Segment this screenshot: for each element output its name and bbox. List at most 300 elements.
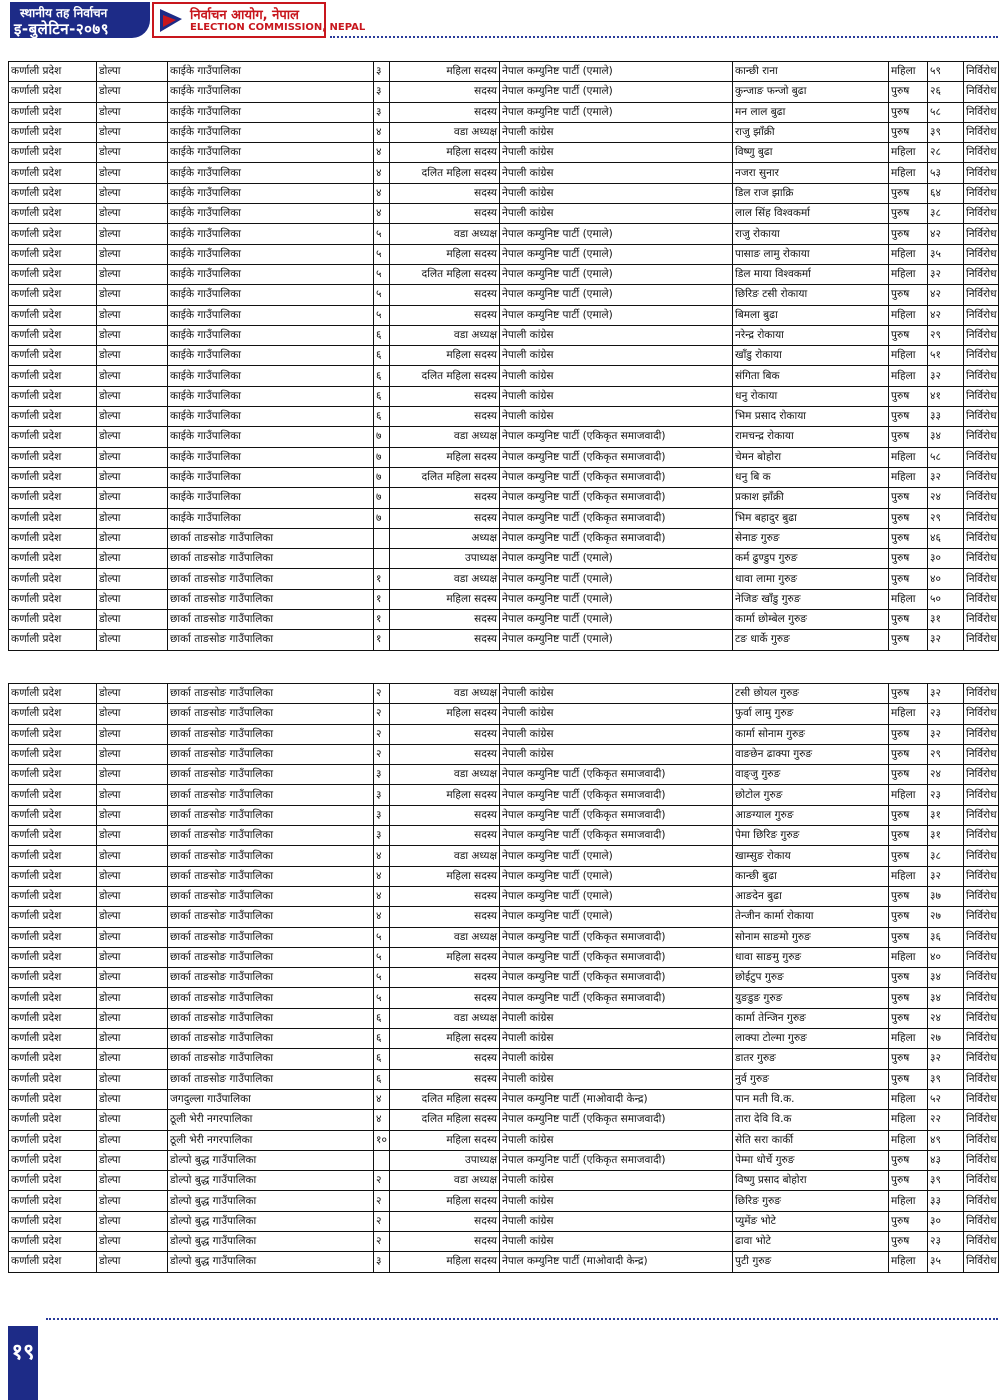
post-cell: सदस्य [390,1232,500,1252]
ward-cell: ३ [374,1252,390,1272]
province-cell: कर्णाली प्रदेश [9,1029,97,1049]
gender-cell: महिला [889,1110,928,1130]
district-cell: डोल्पा [97,785,168,805]
post-cell: उपाध्यक्ष [390,549,500,569]
local-level-cell: छार्का ताङसोङ गाउँपालिका [168,1029,374,1049]
province-cell: कर्णाली प्रदेश [9,82,97,102]
province-cell: कर्णाली प्रदेश [9,589,97,609]
party-cell: नेपाल कम्युनिष्ट पार्टी (एकिकृत समाजवादी) [500,927,733,947]
table-row [9,62,999,82]
province-cell: कर्णाली प्रदेश [9,927,97,947]
ward-cell: ३ [374,62,390,82]
local-level-cell: काईके गाउँपालिका [168,244,374,264]
table-row [9,630,999,650]
age-cell: २३ [928,1232,964,1252]
post-cell: महिला सदस्य [390,785,500,805]
result-cell: निर्विरोध [964,724,999,744]
party-cell: नेपाली कांग्रेस [500,325,733,345]
local-level-cell: काईके गाउँपालिका [168,325,374,345]
local-level-cell: छार्का ताङसोङ गाउँपालिका [168,1069,374,1089]
candidate-name-cell: पासाङ लामु रोकाया [733,244,889,264]
district-cell: डोल्पा [97,467,168,487]
post-cell: सदस्य [390,407,500,427]
age-cell: ४९ [928,1130,964,1150]
age-cell: ३२ [928,866,964,886]
result-cell: निर्विरोध [964,610,999,630]
province-cell: कर्णाली प्रदेश [9,549,97,569]
age-cell: ३९ [928,1171,964,1191]
candidate-name-cell: ढावा भोटे [733,1232,889,1252]
table-row [9,488,999,508]
gender-cell: महिला [889,947,928,967]
result-cell: निर्विरोध [964,549,999,569]
age-cell: ४० [928,569,964,589]
party-cell: नेपाल कम्युनिष्ट पार्टी (एकिकृत समाजवादी) [500,1150,733,1170]
table-row [9,947,999,967]
age-cell: ३३ [928,407,964,427]
gender-cell: पुरुष [889,744,928,764]
ward-cell: ४ [374,866,390,886]
result-cell: निर्विरोध [964,765,999,785]
district-cell: डोल्पा [97,82,168,102]
candidate-name-cell: सेनाङ गुरुङ [733,528,889,548]
post-cell: वडा अध्यक्ष [390,927,500,947]
result-cell: निर्विरोध [964,846,999,866]
age-cell: ३५ [928,244,964,264]
post-cell: महिला सदस्य [390,143,500,163]
gender-cell: पुरुष [889,1211,928,1231]
candidate-name-cell: सोनाम साङमो गुरुङ [733,927,889,947]
table-row [9,143,999,163]
result-cell: निर्विरोध [964,82,999,102]
province-cell: कर्णाली प्रदेश [9,907,97,927]
age-cell: ३३ [928,1191,964,1211]
local-level-cell: काईके गाउँपालिका [168,82,374,102]
local-level-cell: छार्का ताङसोङ गाउँपालिका [168,528,374,548]
result-cell: निर्विरोध [964,988,999,1008]
result-cell: निर्विरोध [964,630,999,650]
post-cell: सदस्य [390,1069,500,1089]
age-cell: २९ [928,744,964,764]
ward-cell: ४ [374,1110,390,1130]
party-cell: नेपाल कम्युनिष्ट पार्टी (एमाले) [500,102,733,122]
district-cell: डोल्पा [97,569,168,589]
local-level-cell: छार्का ताङसोङ गाउँपालिका [168,589,374,609]
post-cell: सदस्य [390,183,500,203]
age-cell: ४३ [928,1150,964,1170]
party-cell: नेपाली कांग्रेस [500,163,733,183]
post-cell: महिला सदस्य [390,244,500,264]
local-level-cell: डोल्पो बुद्ध गाउँपालिका [168,1171,374,1191]
age-cell: २४ [928,1008,964,1028]
age-cell: ३९ [928,122,964,142]
local-level-cell: छार्का ताङसोङ गाउँपालिका [168,826,374,846]
district-cell: डोल्पा [97,907,168,927]
local-level-cell: छार्का ताङसोङ गाउँपालिका [168,549,374,569]
province-cell: कर्णाली प्रदेश [9,1110,97,1130]
ward-cell: १ [374,569,390,589]
gender-cell: पुरुष [889,183,928,203]
party-cell: नेपाल कम्युनिष्ट पार्टी (एमाले) [500,549,733,569]
local-level-cell: काईके गाउँपालिका [168,62,374,82]
candidate-name-cell: छिरिङ गुरुङ [733,1191,889,1211]
local-level-cell: काईके गाउँपालिका [168,264,374,284]
district-cell: डोल्पा [97,826,168,846]
post-cell: सदस्य [390,805,500,825]
ward-cell: ४ [374,886,390,906]
ward-cell: ५ [374,988,390,1008]
local-level-cell: छार्का ताङसोङ गाउँपालिका [168,610,374,630]
candidate-name-cell: खाम्सुङ रोकाय [733,846,889,866]
candidate-name-cell: पुटी गुरुङ [733,1252,889,1272]
ward-cell: ३ [374,82,390,102]
ward-cell: ५ [374,947,390,967]
candidate-name-cell: कुन्जाङ फन्जो बुढा [733,82,889,102]
province-cell: कर्णाली प्रदेश [9,886,97,906]
table-row [9,1191,999,1211]
province-cell: कर्णाली प्रदेश [9,1130,97,1150]
table-row [9,866,999,886]
district-cell: डोल्पा [97,264,168,284]
candidate-name-cell: राजु रोकाया [733,224,889,244]
age-cell: ३२ [928,684,964,704]
post-cell: महिला सदस्य [390,947,500,967]
ward-cell: ३ [374,785,390,805]
local-level-cell: छार्का ताङसोङ गाउँपालिका [168,988,374,1008]
bulletin-subtitle: स्थानीय तह निर्वाचन [20,6,108,20]
party-cell: नेपाली कांग्रेस [500,1069,733,1089]
province-cell: कर्णाली प्रदेश [9,744,97,764]
ward-cell: ४ [374,163,390,183]
district-cell: डोल्पा [97,927,168,947]
table-row [9,1252,999,1272]
bulletin-badge [10,2,150,38]
party-cell: नेपाल कम्युनिष्ट पार्टी (एकिकृत समाजवादी) [500,1110,733,1130]
ward-cell: ५ [374,244,390,264]
election-commission-logo-icon [157,7,185,34]
district-cell: डोल्पा [97,102,168,122]
party-cell: नेपाल कम्युनिष्ट पार्टी (एकिकृत समाजवादी) [500,947,733,967]
table-row [9,805,999,825]
ward-cell: ५ [374,224,390,244]
age-cell: ३४ [928,427,964,447]
result-cell: निर्विरोध [964,1029,999,1049]
ward-cell: ७ [374,467,390,487]
result-cell: निर्विरोध [964,968,999,988]
age-cell: ६४ [928,183,964,203]
result-cell: निर्विरोध [964,589,999,609]
post-cell: दलित महिला सदस्य [390,1089,500,1109]
province-cell: कर्णाली प्रदेश [9,947,97,967]
table-row [9,1150,999,1170]
ward-cell: १० [374,1130,390,1150]
province-cell: कर्णाली प्रदेश [9,805,97,825]
province-cell: कर्णाली प्रदेश [9,204,97,224]
party-cell: नेपाल कम्युनिष्ट पार्टी (माओवादी केन्द्र) [500,1252,733,1272]
table-row [9,1069,999,1089]
local-level-cell: छार्का ताङसोङ गाउँपालिका [168,846,374,866]
table-row [9,183,999,203]
district-cell: डोल्पा [97,305,168,325]
post-cell: सदस्य [390,907,500,927]
post-cell: वडा अध्यक्ष [390,1171,500,1191]
district-cell: डोल्पा [97,1171,168,1191]
ward-cell: १ [374,630,390,650]
ward-cell: ४ [374,143,390,163]
local-level-cell: डोल्पो बुद्ध गाउँपालिका [168,1232,374,1252]
local-level-cell: काईके गाउँपालिका [168,488,374,508]
age-cell: ३५ [928,1252,964,1272]
province-cell: कर्णाली प्रदेश [9,163,97,183]
post-cell: सदस्य [390,744,500,764]
post-cell: दलित महिला सदस्य [390,467,500,487]
gender-cell: पुरुष [889,325,928,345]
party-cell: नेपाली कांग्रेस [500,1171,733,1191]
table-row [9,1049,999,1069]
result-cell: निर्विरोध [964,285,999,305]
candidate-name-cell: आङदेन बुढा [733,886,889,906]
age-cell: २४ [928,765,964,785]
province-cell: कर्णाली प्रदेश [9,62,97,82]
local-level-cell: छार्का ताङसोङ गाउँपालिका [168,704,374,724]
post-cell: महिला सदस्य [390,62,500,82]
candidate-name-cell: कार्मा तेन्जिन गुरुङ [733,1008,889,1028]
gender-cell: महिला [889,1029,928,1049]
gender-cell: महिला [889,866,928,886]
party-cell: नेपाल कम्युनिष्ट पार्टी (एमाले) [500,846,733,866]
local-level-cell: छार्का ताङसोङ गाउँपालिका [168,765,374,785]
result-cell: निर्विरोध [964,183,999,203]
party-cell: नेपाली कांग्रेस [500,407,733,427]
age-cell: २२ [928,1110,964,1130]
party-cell: नेपाल कम्युनिष्ट पार्टी (एकिकृत समाजवादी) [500,447,733,467]
province-cell: कर्णाली प्रदेश [9,785,97,805]
ward-cell: ५ [374,264,390,284]
local-level-cell: काईके गाउँपालिका [168,122,374,142]
gender-cell: पुरुष [889,386,928,406]
party-cell: नेपाली कांग्रेस [500,143,733,163]
candidate-name-cell: धनु बि क [733,467,889,487]
district-cell: डोल्पा [97,1130,168,1150]
table-row [9,744,999,764]
candidate-name-cell: वाङछेन ढाक्पा गुरुङ [733,744,889,764]
ward-cell: ४ [374,1089,390,1109]
gender-cell: पुरुष [889,684,928,704]
age-cell: ३१ [928,805,964,825]
result-cell: निर्विरोध [964,805,999,825]
table-row [9,325,999,345]
party-cell: नेपाल कम्युनिष्ट पार्टी (माओवादी केन्द्र) [500,1089,733,1109]
age-cell: ३२ [928,366,964,386]
party-cell: नेपाली कांग्रेस [500,1029,733,1049]
candidate-name-cell: पान मती वि.क. [733,1089,889,1109]
district-cell: डोल्पा [97,1049,168,1069]
province-cell: कर्णाली प्रदेश [9,610,97,630]
result-cell: निर्विरोध [964,1008,999,1028]
district-cell: डोल्पा [97,1232,168,1252]
table-row [9,826,999,846]
ward-cell: ३ [374,805,390,825]
ward-cell: ६ [374,386,390,406]
age-cell: ५८ [928,102,964,122]
local-level-cell: काईके गाउँपालिका [168,183,374,203]
province-cell: कर्णाली प्रदेश [9,427,97,447]
ward-cell: ६ [374,1069,390,1089]
party-cell: नेपाली कांग्रेस [500,704,733,724]
table-row [9,407,999,427]
party-cell: नेपाल कम्युनिष्ट पार्टी (एमाले) [500,82,733,102]
local-level-cell: काईके गाउँपालिका [168,285,374,305]
party-cell: नेपाल कम्युनिष्ट पार्टी (एमाले) [500,886,733,906]
province-cell: कर्णाली प्रदेश [9,866,97,886]
party-cell: नेपाल कम्युनिष्ट पार्टी (एमाले) [500,569,733,589]
province-cell: कर्णाली प्रदेश [9,1008,97,1028]
local-level-cell: काईके गाउँपालिका [168,447,374,467]
province-cell: कर्णाली प्रदेश [9,102,97,122]
province-cell: कर्णाली प्रदेश [9,724,97,744]
post-cell: महिला सदस्य [390,1191,500,1211]
gender-cell: पुरुष [889,1150,928,1170]
age-cell: ४६ [928,528,964,548]
local-level-cell: काईके गाउँपालिका [168,467,374,487]
commission-name-english: ELECTION COMMISSION, NEPAL [190,22,366,33]
district-cell: डोल्पा [97,1110,168,1130]
result-cell: निर्विरोध [964,102,999,122]
local-level-cell: काईके गाउँपालिका [168,346,374,366]
party-cell: नेपाली कांग्रेस [500,366,733,386]
candidate-name-cell: डातर गुरुङ [733,1049,889,1069]
result-cell: निर्विरोध [964,1130,999,1150]
table-row [9,927,999,947]
table-row [9,285,999,305]
candidate-name-cell: लाल सिंह विश्वकर्मा [733,204,889,224]
gender-cell: पुरुष [889,508,928,528]
province-cell: कर्णाली प्रदेश [9,386,97,406]
party-cell: नेपाली कांग्रेस [500,1049,733,1069]
party-cell: नेपाल कम्युनिष्ट पार्टी (एकिकृत समाजवादी) [500,805,733,825]
post-cell: वडा अध्यक्ष [390,325,500,345]
district-cell: डोल्पा [97,765,168,785]
ward-cell: ४ [374,846,390,866]
gender-cell: पुरुष [889,1171,928,1191]
result-cell: निर्विरोध [964,886,999,906]
party-cell: नेपाल कम्युनिष्ट पार्टी (एकिकृत समाजवादी) [500,427,733,447]
candidate-name-cell: धावा साङमु गुरुङ [733,947,889,967]
age-cell: ५८ [928,447,964,467]
district-cell: डोल्पा [97,325,168,345]
local-level-cell: छार्का ताङसोङ गाउँपालिका [168,744,374,764]
post-cell: दलित महिला सदस्य [390,163,500,183]
province-cell: कर्णाली प्रदेश [9,264,97,284]
party-cell: नेपाल कम्युनिष्ट पार्टी (एमाले) [500,305,733,325]
district-cell: डोल्पा [97,704,168,724]
local-level-cell: छार्का ताङसोङ गाउँपालिका [168,1049,374,1069]
result-cell: निर्विरोध [964,1171,999,1191]
post-cell: सदस्य [390,82,500,102]
age-cell: ३० [928,549,964,569]
age-cell: ३२ [928,724,964,744]
party-cell: नेपाल कम्युनिष्ट पार्टी (एकिकृत समाजवादी) [500,968,733,988]
post-cell: वडा अध्यक्ष [390,765,500,785]
gender-cell: पुरुष [889,224,928,244]
gender-cell: पुरुष [889,610,928,630]
province-cell: कर्णाली प्रदेश [9,346,97,366]
party-cell: नेपाल कम्युनिष्ट पार्टी (एमाले) [500,244,733,264]
result-cell: निर्विरोध [964,1232,999,1252]
ward-cell: ७ [374,488,390,508]
result-cell: निर्विरोध [964,346,999,366]
post-cell: सदस्य [390,488,500,508]
province-cell: कर्णाली प्रदेश [9,508,97,528]
district-cell: डोल्पा [97,386,168,406]
party-cell: नेपाल कम्युनिष्ट पार्टी (एमाले) [500,610,733,630]
age-cell: ३७ [928,886,964,906]
table-row [9,244,999,264]
post-cell: सदस्य [390,988,500,1008]
district-cell: डोल्पा [97,163,168,183]
age-cell: ४२ [928,285,964,305]
party-cell: नेपाली कांग्रेस [500,386,733,406]
candidate-name-cell: कर्म ढुण्डुप गुरुङ [733,549,889,569]
party-cell: नेपाली कांग्रेस [500,1232,733,1252]
post-cell: वडा अध्यक्ष [390,846,500,866]
province-cell: कर्णाली प्रदेश [9,704,97,724]
results-table-bottom [8,683,999,1273]
district-cell: डोल्पा [97,508,168,528]
candidate-name-cell: टसी छोयल गुरुङ [733,684,889,704]
ward-cell: ५ [374,305,390,325]
province-cell: कर्णाली प्रदेश [9,846,97,866]
post-cell: सदस्य [390,508,500,528]
candidate-name-cell: नेजिङ खाँडु गुरुङ [733,589,889,609]
result-cell: निर्विरोध [964,143,999,163]
gender-cell: महिला [889,305,928,325]
local-level-cell: जगदुल्ला गाउँपालिका [168,1089,374,1109]
result-cell: निर्विरोध [964,62,999,82]
ward-cell: २ [374,724,390,744]
local-level-cell: काईके गाउँपालिका [168,407,374,427]
district-cell: डोल्पा [97,122,168,142]
local-level-cell: छार्का ताङसोङ गाउँपालिका [168,968,374,988]
party-cell: नेपाल कम्युनिष्ट पार्टी (एमाले) [500,630,733,650]
district-cell: डोल्पा [97,407,168,427]
province-cell: कर्णाली प्रदेश [9,325,97,345]
age-cell: २३ [928,785,964,805]
gender-cell: महिला [889,589,928,609]
ward-cell: ४ [374,183,390,203]
table-row [9,467,999,487]
district-cell: डोल्पा [97,610,168,630]
district-cell: डोल्पा [97,285,168,305]
age-cell: २९ [928,325,964,345]
district-cell: डोल्पा [97,1211,168,1231]
candidate-name-cell: लाक्पा टोल्मा गुरुङ [733,1029,889,1049]
district-cell: डोल्पा [97,886,168,906]
age-cell: ३० [928,1211,964,1231]
age-cell: ३४ [928,988,964,1008]
province-cell: कर्णाली प्रदेश [9,143,97,163]
age-cell: ५३ [928,163,964,183]
result-cell: निर्विरोध [964,264,999,284]
post-cell: सदस्य [390,826,500,846]
ward-cell [374,1150,390,1170]
candidate-name-cell: छोटोल गुरुङ [733,785,889,805]
table-row [9,1089,999,1109]
ward-cell: २ [374,684,390,704]
party-cell: नेपाली कांग्रेस [500,1211,733,1231]
post-cell: दलित महिला सदस्य [390,264,500,284]
gender-cell: महिला [889,785,928,805]
